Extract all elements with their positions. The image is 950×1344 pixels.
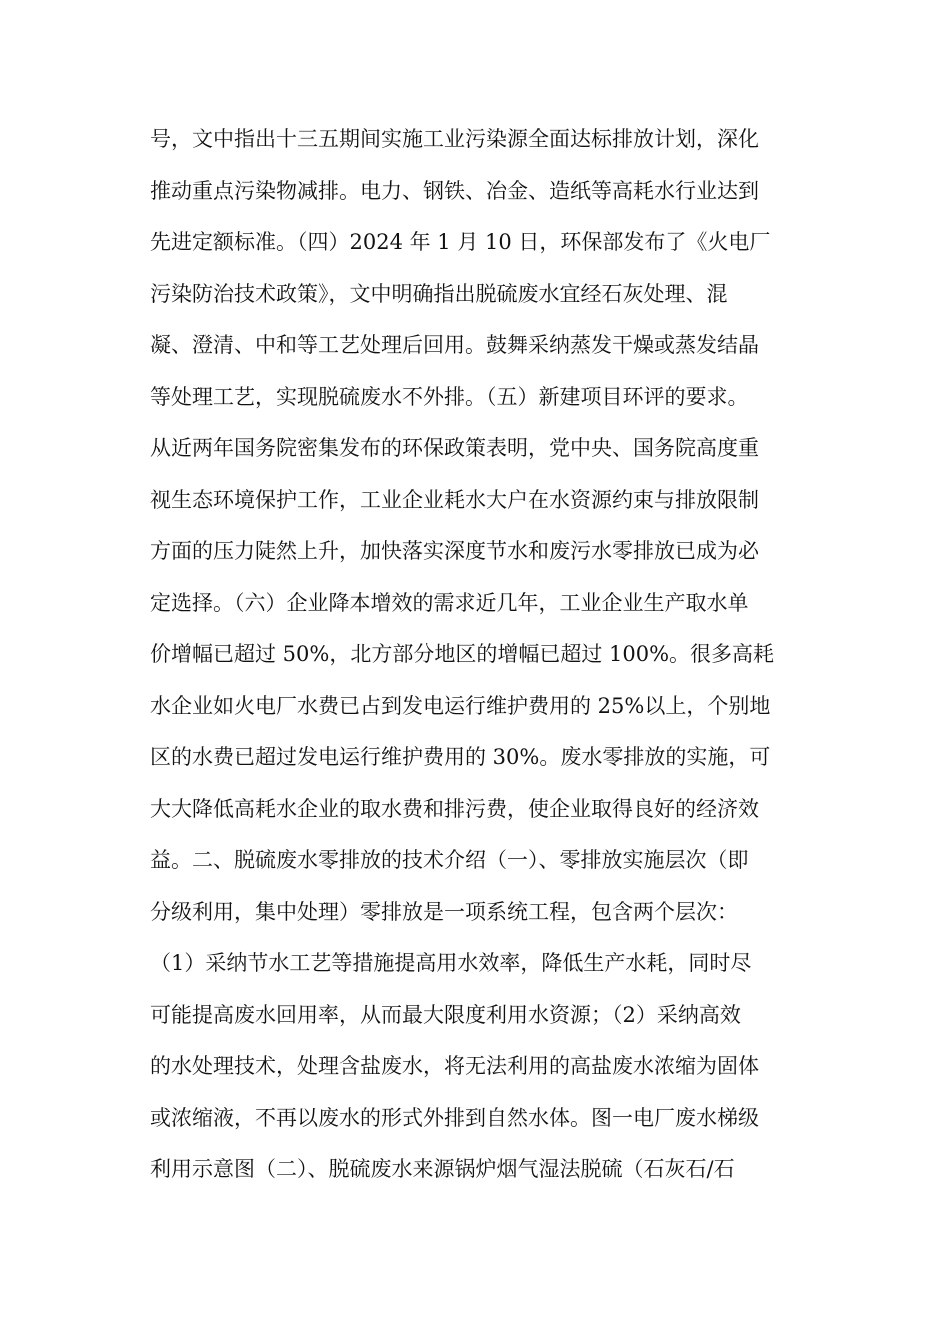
text-line: （1）采纳节水工艺等措施提高用水效率，降低生产水耗，同时尽	[150, 951, 752, 975]
text-line: 价增幅已超过 50%，北方部分地区的增幅已超过 100%。很多高耗	[150, 642, 775, 666]
text-line: 视生态环境保护工作，工业企业耗水大户在水资源约束与排放限制	[150, 487, 759, 512]
text-line: 或浓缩液，不再以废水的形式外排到自然水体。图一电厂废水梯级	[150, 1105, 759, 1130]
text-line: 从近两年国务院密集发布的环保政策表明，党中央、国务院高度重	[150, 436, 759, 460]
text-line: 益。二、脱硫废水零排放的技术介绍（一）、零排放实施层次（即	[150, 848, 749, 872]
text-line: 大大降低高耗水企业的取水费和排污费，使企业取得良好的经济效	[150, 796, 759, 821]
text-line: 利用示意图（二）、脱硫废水来源锅炉烟气湿法脱硫（石灰石/石	[150, 1157, 735, 1181]
body-text	[150, 114, 810, 1196]
text-line: 号，文中指出十三五期间实施工业污染源全面达标排放计划，深化	[150, 127, 759, 151]
text-line: 方面的压力陡然上升，加快落实深度节水和废污水零排放已成为必	[150, 539, 759, 563]
text-line: 定选择。（六）企业降本增效的需求近几年，工业企业生产取水单	[150, 590, 749, 615]
text-line: 凝、澄清、中和等工艺处理后回用。鼓舞采纳蒸发干燥或蒸发结晶	[150, 333, 759, 357]
text-line: 的水处理技术，处理含盐废水，将无法利用的高盐废水浓缩为固体	[150, 1054, 759, 1078]
text-line: 推动重点污染物减排。电力、钢铁、冶金、造纸等高耗水行业达到	[150, 178, 759, 203]
text-line: 可能提高废水回用率，从而最大限度利用水资源；（2）采纳高效	[150, 1002, 741, 1027]
text-line: 先进定额标准。（四）2024 年 1 月 10 日，环保部发布了《火电厂	[150, 230, 771, 254]
text-line: 水企业如火电厂水费已占到发电运行维护费用的 25%以上，个别地	[150, 693, 771, 718]
text-line: 分级利用，集中处理）零排放是一项系统工程，包含两个层次：	[150, 899, 738, 924]
text-line: 区的水费已超过发电运行维护费用的 30%。废水零排放的实施，可	[150, 745, 771, 769]
text-line: 污染防治技术政策》，文中明确指出脱硫废水宜经石灰处理、混	[150, 281, 728, 306]
text-line: 等处理工艺，实现脱硫废水不外排。（五）新建项目环评的要求。	[150, 384, 749, 409]
